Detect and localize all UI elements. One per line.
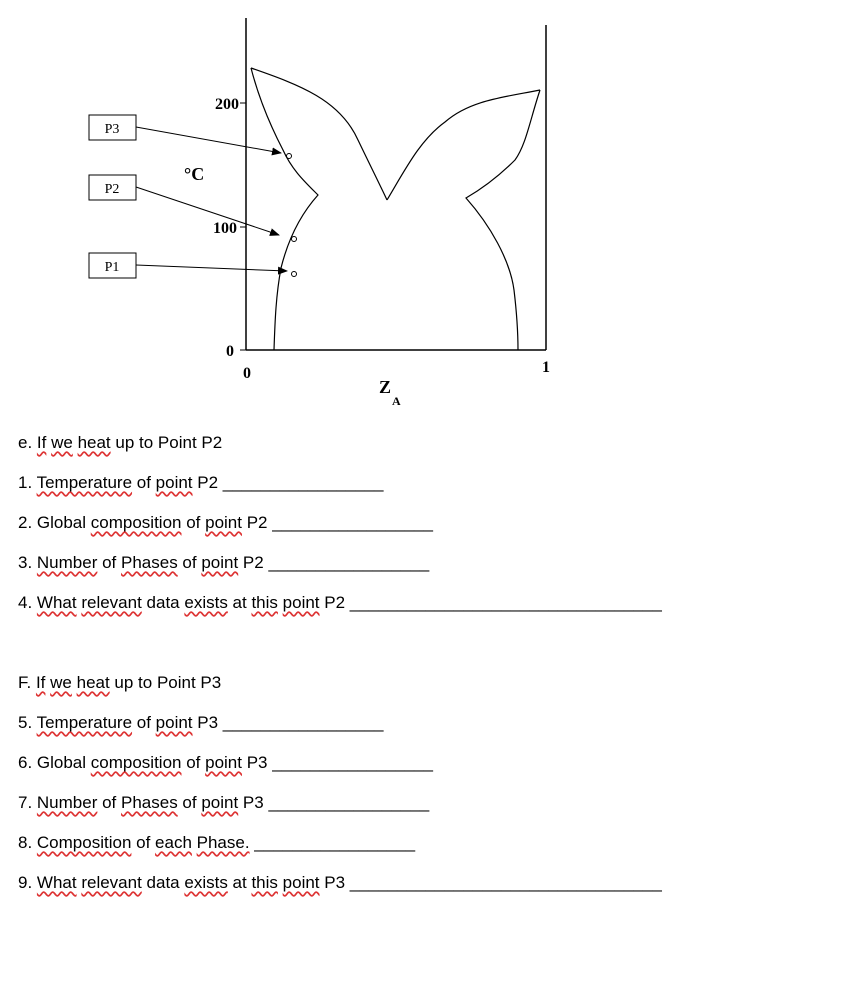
- y-tick-label: 0: [226, 343, 234, 360]
- right-upper-boundary: [387, 90, 540, 200]
- text-segment: data: [141, 873, 185, 892]
- text-segment: 8.: [18, 833, 37, 852]
- spellcheck-word: Temperature: [36, 713, 133, 732]
- question-2: [18, 513, 433, 533]
- spellcheck-word: If: [36, 433, 47, 452]
- arrow-p1: [136, 265, 287, 271]
- text-segment: up to Point P3: [109, 673, 222, 692]
- spellcheck-word: we: [51, 433, 73, 452]
- spellcheck-word: this: [251, 593, 278, 612]
- question-6: [18, 753, 433, 773]
- spellcheck-word: point: [282, 593, 320, 612]
- arrow-p2: [136, 187, 279, 235]
- text-segment: of: [177, 553, 202, 572]
- text-segment: of: [181, 513, 206, 532]
- point-p2-marker: [292, 237, 297, 242]
- section-f-heading: [18, 673, 221, 693]
- text-segment: of: [177, 793, 202, 812]
- spellcheck-word: this: [251, 873, 278, 892]
- text-segment: P3 _________________: [241, 753, 433, 772]
- spellcheck-word: point: [282, 873, 320, 892]
- text-segment: P2 _________________________________: [319, 593, 662, 612]
- text-segment: P3 _________________: [238, 793, 430, 812]
- text-segment: up to Point P2: [110, 433, 223, 452]
- left-phase-boundary: [251, 68, 318, 350]
- spellcheck-word: Temperature: [36, 473, 133, 492]
- text-segment: data: [141, 593, 185, 612]
- text-segment: 2. Global: [18, 513, 91, 532]
- text-segment: 1.: [18, 473, 37, 492]
- question-4: [18, 593, 662, 613]
- spellcheck-word: Composition: [36, 833, 132, 852]
- point-p1-marker: [292, 272, 297, 277]
- question-3: [18, 553, 429, 573]
- spellcheck-word: Phase.: [196, 833, 250, 852]
- spellcheck-word: Phases: [121, 793, 178, 812]
- spellcheck-word: exists: [184, 873, 228, 892]
- text-segment: 3.: [18, 553, 37, 572]
- text-segment: _________________: [249, 833, 416, 852]
- text-segment: 5.: [18, 713, 37, 732]
- text-segment: of: [132, 473, 156, 492]
- x-tick-label: 0: [243, 365, 251, 382]
- question-1: [18, 473, 384, 493]
- text-segment: of: [181, 753, 206, 772]
- spellcheck-word: composition: [90, 753, 182, 772]
- spellcheck-word: composition: [90, 513, 182, 532]
- spellcheck-word: point: [205, 753, 242, 772]
- spellcheck-word: point: [205, 513, 242, 532]
- question-5: [18, 713, 384, 733]
- text-segment: 6. Global: [18, 753, 91, 772]
- spellcheck-word: point: [201, 553, 239, 572]
- x-tick-label: 1: [542, 359, 550, 376]
- right-phase-boundary: [466, 90, 540, 350]
- spellcheck-word: we: [50, 673, 72, 692]
- spellcheck-word: What: [36, 593, 77, 612]
- x-axis-label: Z: [379, 377, 392, 397]
- text-segment: P2 _________________: [238, 553, 430, 572]
- question-8: [18, 833, 415, 853]
- spellcheck-word: exists: [184, 593, 228, 612]
- label-p2: P2: [104, 182, 120, 197]
- text-segment: of: [97, 793, 121, 812]
- text-segment: P3 _________________________________: [319, 873, 662, 892]
- y-tick-label: 100: [213, 220, 237, 237]
- spellcheck-word: heat: [76, 673, 110, 692]
- spellcheck-word: point: [201, 793, 239, 812]
- question-9: [18, 873, 662, 893]
- text-segment: of: [131, 833, 156, 852]
- spellcheck-word: If: [35, 673, 46, 692]
- spellcheck-word: heat: [77, 433, 111, 452]
- spellcheck-word: point: [155, 713, 193, 732]
- spellcheck-word: Number: [36, 793, 98, 812]
- left-upper-boundary: [251, 68, 387, 200]
- spellcheck-word: each: [155, 833, 192, 852]
- y-unit-label: °C: [184, 164, 205, 184]
- text-segment: of: [97, 553, 121, 572]
- text-segment: F.: [18, 673, 36, 692]
- text-segment: at: [227, 593, 252, 612]
- text-segment: 7.: [18, 793, 37, 812]
- spellcheck-word: Number: [36, 553, 98, 572]
- x-axis-label-subscript: A: [392, 394, 401, 408]
- spellcheck-word: Phases: [121, 553, 178, 572]
- text-segment: at: [227, 873, 252, 892]
- question-7: [18, 793, 429, 813]
- text-segment: P3 _________________: [192, 713, 384, 732]
- text-segment: of: [132, 713, 156, 732]
- label-p1: P1: [104, 260, 120, 275]
- spellcheck-word: point: [155, 473, 193, 492]
- spellcheck-word: relevant: [81, 593, 142, 612]
- section-e-heading: [18, 433, 222, 453]
- label-p3: P3: [104, 122, 120, 137]
- spellcheck-word: relevant: [81, 873, 142, 892]
- phase-diagram: [0, 0, 845, 420]
- text-segment: P2 _________________: [241, 513, 433, 532]
- text-segment: e.: [18, 433, 37, 452]
- point-p3-marker: [287, 154, 292, 159]
- text-segment: 9.: [18, 873, 37, 892]
- y-tick-label: 200: [215, 96, 239, 113]
- text-segment: 4.: [18, 593, 37, 612]
- text-segment: P2 _________________: [192, 473, 384, 492]
- arrow-p3: [136, 127, 281, 153]
- spellcheck-word: What: [36, 873, 77, 892]
